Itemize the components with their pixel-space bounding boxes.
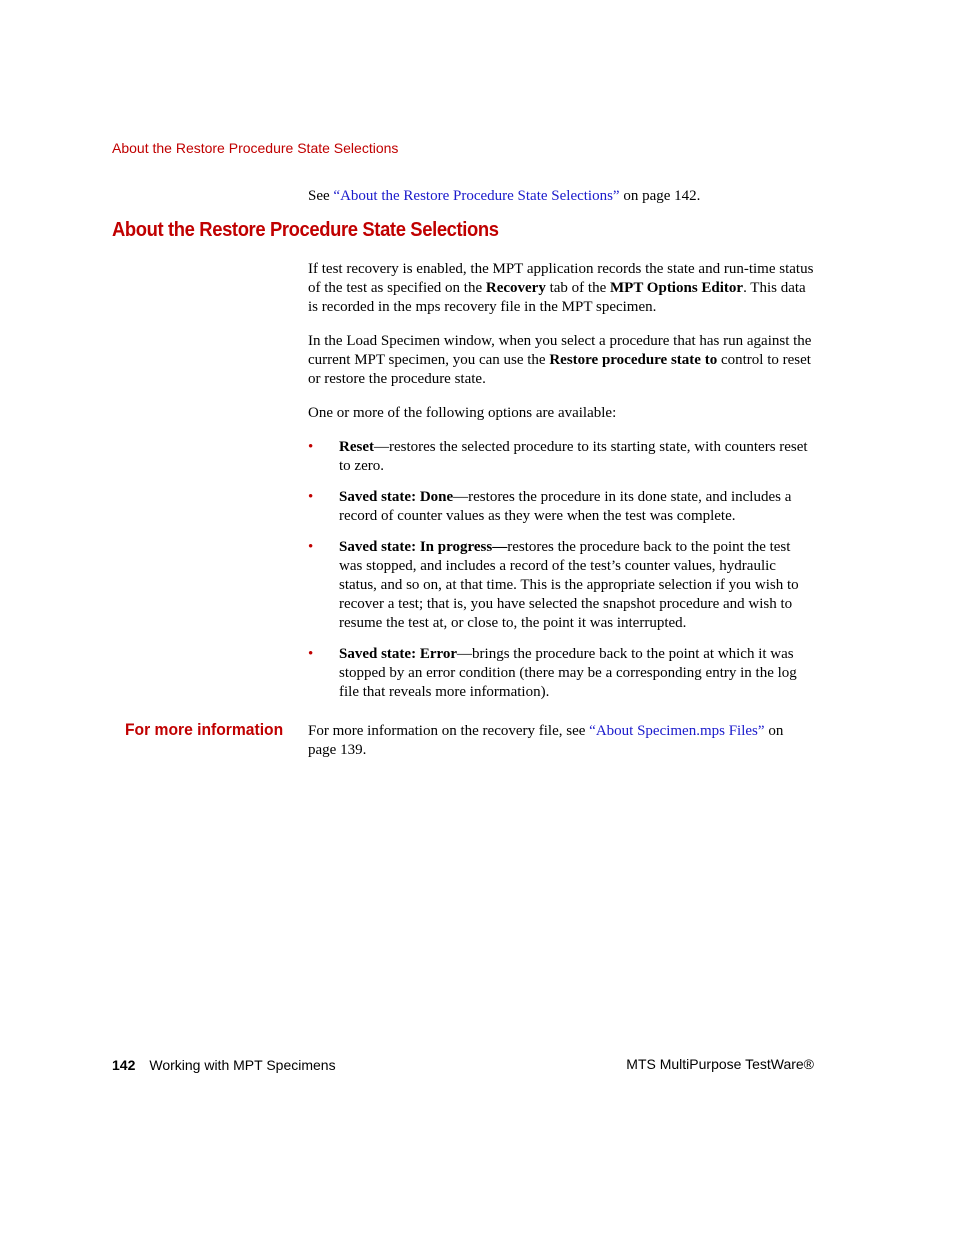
para1-text-3: . This data is recorded in the mps recovery file in the MPT specimen. <box>308 280 806 315</box>
bullet-icon: • <box>308 489 314 505</box>
para2-bold-restore-control: Restore procedure state to <box>549 352 718 368</box>
footer-left <box>112 1057 336 1073</box>
option-term: Saved state: Done <box>339 489 454 505</box>
para2-text-2: control to reset or restore the procedure state. <box>308 352 811 387</box>
list-item <box>308 488 814 526</box>
more-info-heading: For more information <box>125 720 284 739</box>
running-header: About the Restore Procedure State Selections <box>112 140 399 156</box>
option-term: Reset <box>339 439 374 455</box>
product-name: MTS MultiPurpose TestWare® <box>626 1056 814 1072</box>
para1-text-2: tab of the <box>545 280 610 296</box>
more-info-paragraph <box>308 722 814 760</box>
see-reference-line <box>308 187 828 206</box>
bullet-icon: • <box>308 439 314 455</box>
option-term: Saved state: Error <box>339 646 458 662</box>
bullet-icon: • <box>308 539 314 555</box>
list-item <box>308 538 814 633</box>
bullet-icon: • <box>308 646 314 662</box>
specimen-mps-files-link[interactable]: “About Specimen.mps Files” <box>589 723 765 739</box>
more-info-suffix: on page 139. <box>308 723 784 758</box>
more-info-prefix: For more information on the recovery file, see <box>308 723 590 739</box>
page-number: 142 <box>112 1057 136 1073</box>
paragraph-options-intro: One or more of the following options are available: <box>308 405 617 421</box>
para2-text-1: In the Load Specimen window, when you select a procedure that has run against the current MPT specimen, you can use the <box>308 333 812 368</box>
chapter-title: Working with MPT Specimens <box>149 1057 336 1073</box>
option-description: —brings the procedure back to the point at which it was stopped by an error condition (there may be a corresponding entry in the log file that reveals more information). <box>339 646 797 700</box>
option-description: —restores the selected procedure to its starting state, with counters reset to zero. <box>339 439 808 474</box>
para1-bold-recovery: Recovery <box>485 280 546 296</box>
paragraph-load-specimen <box>308 332 814 389</box>
section-content <box>308 260 814 714</box>
option-description: restores the procedure back to the point the test was stopped, and includes a record of the test’s counter values, hydraulic status, and so on, at that time. This is the appropriate selection if you wish to recover a test; that is, you have selected the snapshot procedure and wish to resume the test at, or close to, the point it was interrupted. <box>339 539 799 631</box>
list-item <box>308 438 814 476</box>
option-term: Saved state: In progress— <box>339 539 508 555</box>
list-item <box>308 645 814 702</box>
section-title: About the Restore Procedure State Selections <box>112 219 499 241</box>
para1-bold-options-editor: MPT Options Editor <box>610 280 744 296</box>
paragraph-recovery <box>308 260 814 317</box>
option-description: —restores the procedure in its done state, and includes a record of counter values as they were when the test was complete. <box>339 489 792 524</box>
see-prefix: See <box>308 188 334 204</box>
para1-text-1: If test recovery is enabled, the MPT application records the state and run-time status of the test as specified on the <box>308 261 814 296</box>
options-list <box>308 438 814 702</box>
restore-selections-link[interactable]: “About the Restore Procedure State Selections” <box>333 188 620 204</box>
see-suffix: on page 142. <box>619 188 701 204</box>
